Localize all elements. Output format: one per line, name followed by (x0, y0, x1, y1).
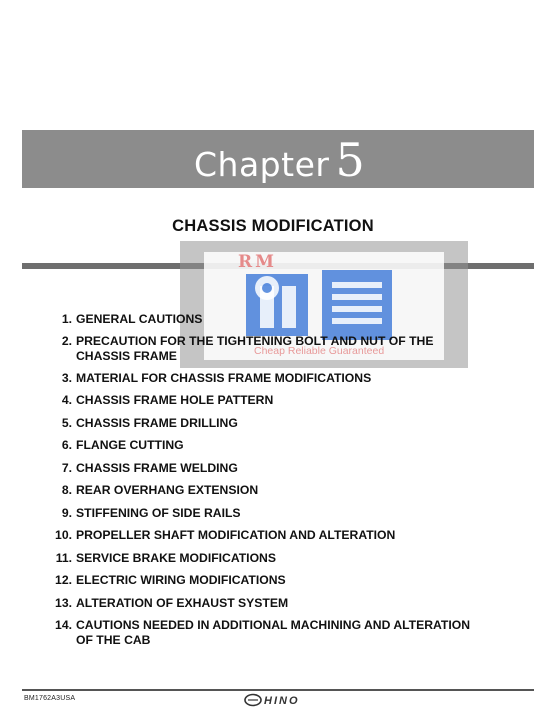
toc-item-number: 4. (61, 393, 72, 407)
toc-item-number: 5. (61, 416, 72, 430)
toc-item-text: PROPELLER SHAFT MODIFICATION AND ALTERATION (76, 528, 396, 542)
toc-item-number: 14. (55, 618, 72, 632)
toc-item-text: SERVICE BRAKE MODIFICATIONS (76, 551, 276, 565)
document-code: BM1762A3USA (24, 695, 76, 702)
toc-item-text: REAR OVERHANG EXTENSION (76, 483, 259, 497)
hino-logo-icon (244, 693, 316, 707)
toc-item-number: 10. (55, 528, 72, 542)
footer-rule (22, 689, 534, 691)
chapter-number: 5 (335, 133, 366, 187)
toc-item-text: STIFFENING OF SIDE RAILS (76, 506, 241, 520)
page-title: CHASSIS MODIFICATION (172, 217, 374, 235)
toc-item-text: ELECTRIC WIRING MODIFICATIONS (76, 573, 286, 587)
toc-item-text: CHASSIS FRAME (76, 349, 177, 363)
toc-item-text: CHASSIS FRAME HOLE PATTERN (76, 393, 274, 407)
toc-item-text: CHASSIS FRAME DRILLING (76, 416, 238, 430)
toc-item-text: ALTERATION OF EXHAUST SYSTEM (76, 596, 289, 610)
toc-item-text: FLANGE CUTTING (76, 438, 184, 452)
toc-item-number: 1. (61, 312, 72, 326)
toc-item-number: 12. (55, 573, 72, 587)
toc-item-text: OF THE CAB (76, 633, 151, 647)
watermark-tagline: Cheap Reliable Guaranteed (254, 345, 385, 357)
toc-item-number: 6. (61, 438, 72, 452)
toc-item-text: PRECAUTION FOR THE TIGHTENING BOLT AND NUT OF THE (76, 334, 434, 348)
toc-item-number: 11. (55, 551, 72, 565)
hino-logo-text: HINO (264, 695, 300, 707)
toc-item-number: 2. (61, 334, 72, 348)
toc-item-number: 7. (61, 461, 72, 475)
toc-item-number: 8. (61, 483, 72, 497)
toc-item-text: MATERIAL FOR CHASSIS FRAME MODIFICATIONS (76, 371, 372, 385)
toc-item-number: 9. (61, 506, 72, 520)
toc-item-number: 3. (61, 371, 72, 385)
chapter-heading (194, 133, 366, 188)
toc-item-text: CAUTIONS NEEDED IN ADDITIONAL MACHINING AND ALTERATION (76, 618, 471, 632)
watermark-logo-icon (246, 266, 396, 344)
toc-item-text: CHASSIS FRAME WELDING (76, 461, 238, 475)
watermark-brand: RM (238, 252, 277, 272)
toc-item-number: 13. (55, 596, 72, 610)
toc-item-text: GENERAL CAUTIONS (76, 312, 203, 326)
chapter-word: Chapter (194, 145, 330, 184)
